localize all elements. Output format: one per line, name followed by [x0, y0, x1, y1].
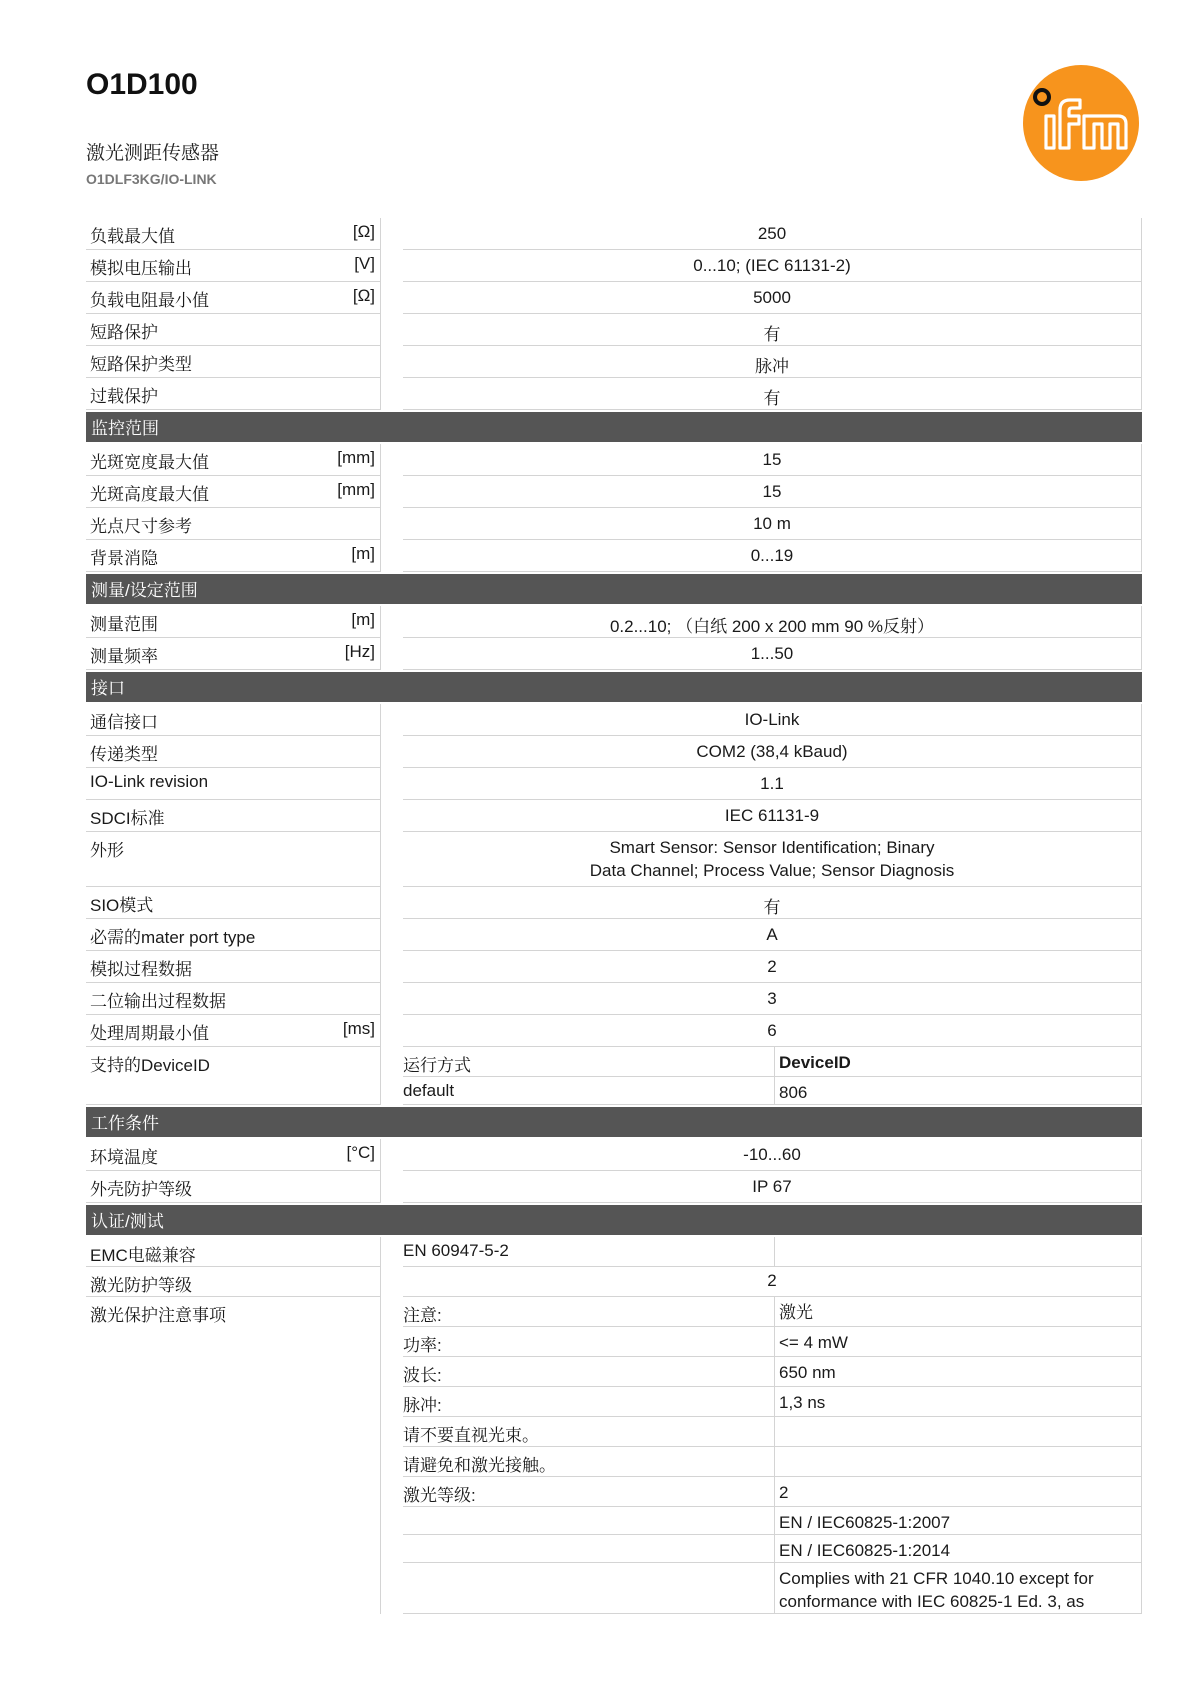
spec-value: 1.1 — [403, 768, 1142, 800]
spec-label — [86, 1297, 381, 1614]
laser-note-value: 2 — [775, 1477, 1142, 1507]
spec-value: 2 — [403, 951, 1142, 983]
spec-unit: [m] — [351, 544, 375, 563]
spec-label — [86, 444, 381, 476]
spec-label-text: 短路保护 — [90, 323, 158, 342]
spec-label — [86, 1047, 381, 1105]
spec-row — [86, 983, 1142, 1015]
spacer — [381, 951, 403, 983]
laser-note-row — [403, 1357, 1142, 1387]
device-id-table — [403, 1047, 1142, 1105]
spec-unit: [V] — [354, 254, 375, 273]
laser-note-value: 1,3 ns — [775, 1387, 1142, 1417]
spec-row — [86, 1015, 1142, 1047]
spec-row — [86, 1139, 1142, 1171]
laser-note-key: 请不要直视光束。 — [403, 1417, 775, 1447]
spec-row — [86, 1171, 1142, 1203]
spec-label-text: 激光防护等级 — [90, 1276, 192, 1295]
spacer — [381, 1297, 403, 1614]
spacer — [381, 919, 403, 951]
spec-value: A — [403, 919, 1142, 951]
spec-value: 0.2...10; （白纸 200 x 200 mm 90 %反射） — [403, 606, 1142, 638]
spec-row-laser-notes — [86, 1297, 1142, 1614]
spec-label — [86, 919, 381, 951]
laser-note-value — [775, 1417, 1142, 1447]
laser-note-key — [403, 1507, 775, 1535]
laser-note-row — [403, 1563, 1142, 1614]
emc-value: EN 60947-5-2 — [403, 1237, 775, 1267]
laser-note-key — [403, 1563, 775, 1614]
spec-row-laser-class — [86, 1267, 1142, 1297]
spec-value: COM2 (38,4 kBaud) — [403, 736, 1142, 768]
spec-label — [86, 736, 381, 768]
spacer — [381, 282, 403, 314]
laser-note-row — [403, 1535, 1142, 1563]
spec-unit: [ms] — [342, 1019, 375, 1038]
spacer — [381, 606, 403, 638]
spec-label — [86, 951, 381, 983]
spacer — [381, 250, 403, 282]
spec-row — [86, 250, 1142, 282]
laser-note-row — [403, 1477, 1142, 1507]
emc-empty — [775, 1237, 1142, 1267]
spec-label-text: 背景消隐 — [90, 549, 158, 568]
spec-label-text: 激光保护注意事项 — [90, 1306, 226, 1325]
spec-value-profile — [403, 832, 1142, 887]
device-id-header — [403, 1047, 1142, 1077]
spacer — [381, 1015, 403, 1047]
spec-value: -10...60 — [403, 1139, 1142, 1171]
spec-unit: [mm] — [337, 448, 375, 467]
spacer — [381, 1267, 403, 1297]
spacer — [381, 704, 403, 736]
spec-label-text: 外壳防护等级 — [90, 1180, 192, 1199]
spec-label — [86, 346, 381, 378]
laser-class-value: 2 — [403, 1267, 1142, 1297]
section-header-conditions: 工作条件 — [86, 1107, 1142, 1137]
spec-row — [86, 736, 1142, 768]
laser-note-row — [403, 1387, 1142, 1417]
spacer — [381, 444, 403, 476]
section-header-monitor: 监控范围 — [86, 412, 1142, 442]
spec-unit: [m] — [351, 610, 375, 629]
laser-note-key: 注意: — [403, 1297, 775, 1327]
spec-row — [86, 444, 1142, 476]
laser-note-key: 激光等级: — [403, 1477, 775, 1507]
laser-note-row — [403, 1447, 1142, 1477]
laser-note-key: 功率: — [403, 1327, 775, 1357]
section-header-measure: 测量/设定范围 — [86, 574, 1142, 604]
laser-note-value — [775, 1447, 1142, 1477]
spec-label — [86, 378, 381, 410]
spec-row — [86, 282, 1142, 314]
laser-note-value: 激光 — [775, 1297, 1142, 1327]
spec-label-text: IO-Link revision — [90, 772, 209, 791]
spacer — [381, 540, 403, 572]
product-description: 激光测距传感器 — [86, 143, 220, 164]
spec-value: 有 — [403, 378, 1142, 410]
spec-label — [86, 282, 381, 314]
spec-label-text: 支持的DeviceID — [90, 1056, 210, 1075]
spec-label-text: 传递类型 — [90, 745, 158, 764]
spacer — [381, 476, 403, 508]
spec-label — [86, 250, 381, 282]
spec-row — [86, 346, 1142, 378]
spec-row — [86, 378, 1142, 410]
device-id-col-mode: 运行方式 — [403, 1047, 775, 1077]
spec-label — [86, 832, 381, 887]
laser-note-value: 650 nm — [775, 1357, 1142, 1387]
spec-value: 15 — [403, 476, 1142, 508]
spec-label — [86, 218, 381, 250]
ifm-logo — [1022, 64, 1140, 182]
laser-note-value: Complies with 21 CFR 1040.10 except for conformance with IEC 60825-1 Ed. 3, as — [775, 1563, 1142, 1614]
spec-row — [86, 314, 1142, 346]
spec-row — [86, 768, 1142, 800]
spacer — [381, 1171, 403, 1203]
spec-label-text: SDCI标准 — [90, 809, 165, 828]
spacer — [381, 768, 403, 800]
spec-label — [86, 606, 381, 638]
spec-label — [86, 1267, 381, 1297]
spec-label — [86, 476, 381, 508]
spacer — [381, 346, 403, 378]
laser-note-key — [403, 1535, 775, 1563]
spacer — [381, 508, 403, 540]
laser-note-value: EN / IEC60825-1:2007 — [775, 1507, 1142, 1535]
spec-value: 6 — [403, 1015, 1142, 1047]
spec-label — [86, 1237, 381, 1267]
spec-value: IP 67 — [403, 1171, 1142, 1203]
spec-row-emc — [86, 1237, 1142, 1267]
spacer — [381, 887, 403, 919]
laser-note-key: 脉冲: — [403, 1387, 775, 1417]
profile-line: Smart Sensor: Sensor Identification; Binary — [609, 838, 935, 857]
spec-value: 有 — [403, 314, 1142, 346]
spacer — [381, 378, 403, 410]
spec-label — [86, 1171, 381, 1203]
device-id-value: 806 — [775, 1077, 1142, 1105]
spec-value: 0...10; (IEC 61131-2) — [403, 250, 1142, 282]
spec-label — [86, 314, 381, 346]
spec-unit: [Ω] — [352, 286, 375, 305]
spec-value: 有 — [403, 887, 1142, 919]
spacer — [381, 1139, 403, 1171]
spec-label-text: 环境温度 — [90, 1148, 158, 1167]
spec-row — [86, 476, 1142, 508]
spec-value: 脉冲 — [403, 346, 1142, 378]
spec-row-profile — [86, 832, 1142, 887]
spec-label — [86, 638, 381, 670]
device-id-col-id: DeviceID — [775, 1047, 1142, 1077]
spec-label-text: 必需的mater port type — [90, 928, 256, 947]
spec-row — [86, 508, 1142, 540]
spec-row-device-id — [86, 1047, 1142, 1105]
laser-note-row — [403, 1507, 1142, 1535]
profile-line: Data Channel; Process Value; Sensor Diagnosis — [589, 861, 955, 880]
spec-label — [86, 768, 381, 800]
spec-label-text: 过载保护 — [90, 387, 158, 406]
spec-label-text: 外形 — [90, 841, 124, 860]
spacer — [381, 638, 403, 670]
spec-label-text: 模拟电压输出 — [90, 259, 192, 278]
spec-unit: [mm] — [337, 480, 375, 499]
spec-value: 0...19 — [403, 540, 1142, 572]
spacer — [381, 1237, 403, 1267]
spec-label-text: 光斑宽度最大值 — [90, 453, 209, 472]
laser-note-row — [403, 1417, 1142, 1447]
spec-label-text: 负载最大值 — [90, 227, 175, 246]
spec-row — [86, 800, 1142, 832]
spacer — [381, 800, 403, 832]
section-header-approvals: 认证/测试 — [86, 1205, 1142, 1235]
spec-label — [86, 983, 381, 1015]
device-id-mode: default — [403, 1077, 775, 1105]
spec-label — [86, 704, 381, 736]
spec-unit: [Hz] — [344, 642, 375, 661]
spec-label — [86, 508, 381, 540]
spec-value: 1...50 — [403, 638, 1142, 670]
spacer — [381, 983, 403, 1015]
laser-note-value: <= 4 mW — [775, 1327, 1142, 1357]
section-header-interface: 接口 — [86, 672, 1142, 702]
spec-label-text: 负载电阻最小值 — [90, 291, 209, 310]
spec-label — [86, 800, 381, 832]
spec-value: 10 m — [403, 508, 1142, 540]
spec-label-text: 短路保护类型 — [90, 355, 192, 374]
spec-label-text: 处理周期最小值 — [90, 1024, 209, 1043]
spec-label-text: 二位输出过程数据 — [90, 992, 226, 1011]
spec-row — [86, 704, 1142, 736]
spec-unit: [Ω] — [352, 222, 375, 241]
spacer — [381, 1047, 403, 1105]
spacer — [381, 218, 403, 250]
spec-row — [86, 951, 1142, 983]
laser-note-value: EN / IEC60825-1:2014 — [775, 1535, 1142, 1563]
specification-table — [86, 218, 1142, 1614]
laser-note-row — [403, 1297, 1142, 1327]
spec-value: IEC 61131-9 — [403, 800, 1142, 832]
spec-label — [86, 1015, 381, 1047]
spec-label — [86, 1139, 381, 1171]
device-id-row — [403, 1077, 1142, 1105]
laser-note-key: 请避免和激光接触。 — [403, 1447, 775, 1477]
spec-value: 5000 — [403, 282, 1142, 314]
emc-cells — [403, 1237, 1142, 1267]
spec-label-text: 模拟过程数据 — [90, 960, 192, 979]
spec-label-text: 光点尺寸参考 — [90, 517, 192, 536]
spec-row — [86, 919, 1142, 951]
spacer — [381, 736, 403, 768]
product-code: O1DLF3KG/IO-LINK — [86, 171, 217, 187]
spec-label-text: 测量范围 — [90, 615, 158, 634]
spec-value: 15 — [403, 444, 1142, 476]
spec-value: IO-Link — [403, 704, 1142, 736]
spec-label-text: 通信接口 — [90, 713, 158, 732]
spec-label — [86, 540, 381, 572]
spec-row — [86, 887, 1142, 919]
page-title: O1D100 — [86, 68, 198, 101]
spec-row — [86, 218, 1142, 250]
laser-notes-table — [403, 1297, 1142, 1614]
laser-note-row — [403, 1327, 1142, 1357]
spec-label-text: 测量频率 — [90, 647, 158, 666]
spec-label-text: 光斑高度最大值 — [90, 485, 209, 504]
spec-label-text: SIO模式 — [90, 896, 154, 915]
spec-row — [86, 638, 1142, 670]
spec-row — [86, 606, 1142, 638]
spec-unit: [°C] — [346, 1143, 375, 1162]
laser-note-key: 波长: — [403, 1357, 775, 1387]
spec-row — [86, 540, 1142, 572]
spacer — [381, 832, 403, 887]
spec-value: 3 — [403, 983, 1142, 1015]
spec-value: 250 — [403, 218, 1142, 250]
spacer — [381, 314, 403, 346]
spec-label-text: EMC电磁兼容 — [90, 1246, 196, 1265]
spec-label — [86, 887, 381, 919]
